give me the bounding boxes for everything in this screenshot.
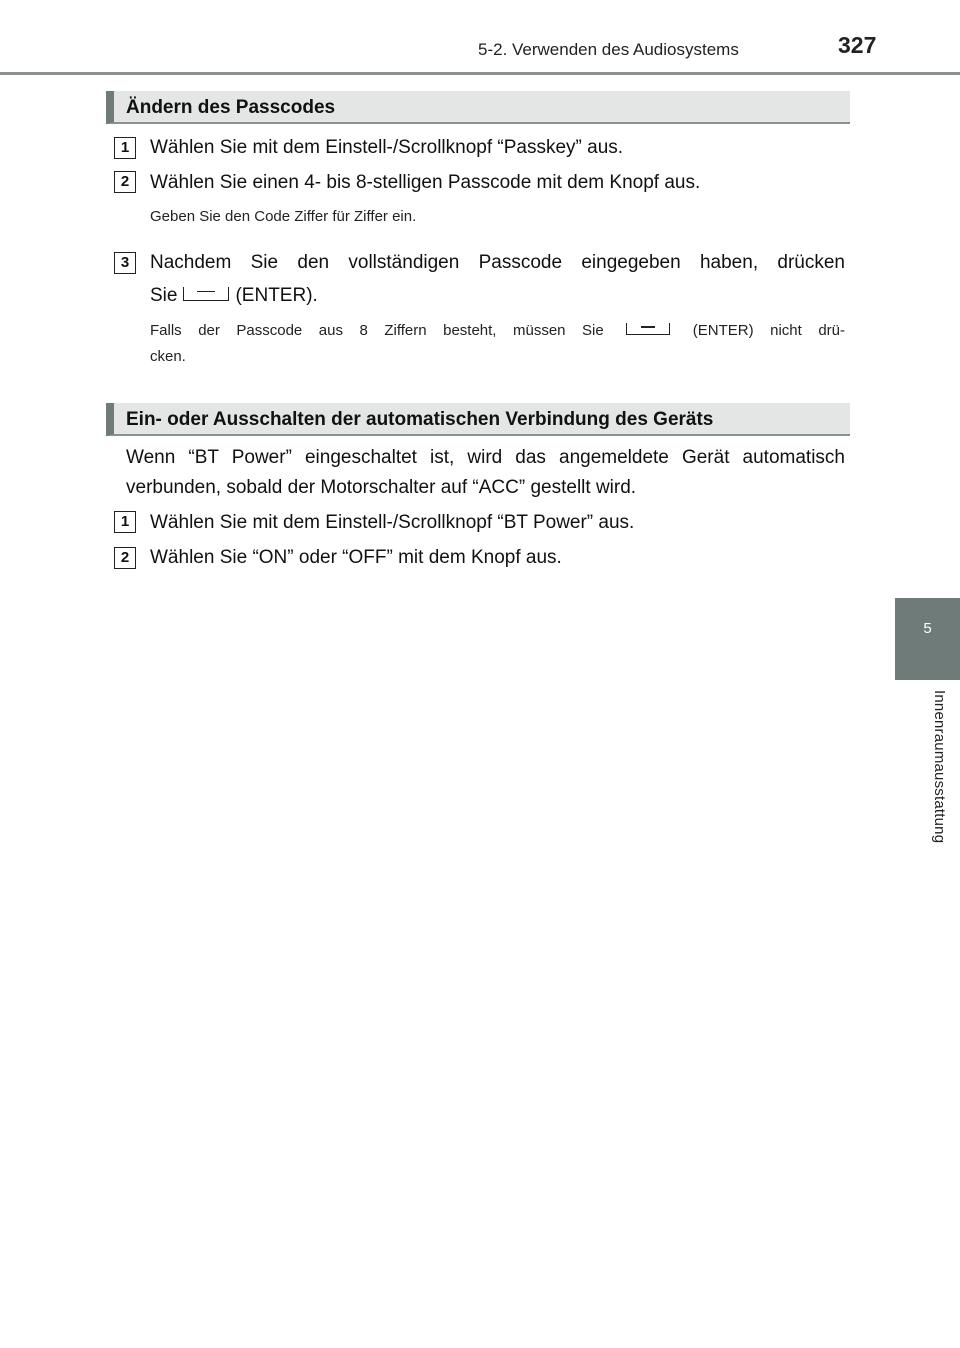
section-heading-auto-connect: Ein- oder Ausschalten der automatischen Verbindung des Geräts — [106, 403, 850, 436]
step-text: Wählen Sie “ON” oder “OFF” mit dem Knopf aus. — [150, 547, 562, 568]
intro-paragraph: Wenn “BT Power” eingeschaltet ist, wird das angemeldete Gerät automatisch — [126, 447, 845, 468]
step-number: 1 — [114, 511, 136, 533]
step-text: Wählen Sie mit dem Einstell-/Scrollknopf “BT Power” aus. — [150, 512, 635, 533]
step-number: 3 — [114, 252, 136, 274]
step-text-continued — [150, 279, 845, 313]
note-before-icon: Falls der Passcode aus 8 Ziffern besteht, müssen Sie — [150, 322, 604, 339]
step-text: Nachdem Sie den vollständigen Passcode eingegeben haben, drücken — [150, 252, 845, 273]
step-text-before-icon: Sie — [150, 285, 178, 306]
chapter-tab — [895, 598, 960, 680]
step-note — [150, 317, 845, 344]
step-number: 2 — [114, 171, 136, 193]
enter-button-icon — [626, 323, 670, 335]
step-text: Wählen Sie mit dem Einstell-/Scrollknopf “Passkey” aus. — [150, 137, 624, 158]
step-text-after-icon: (ENTER). — [235, 285, 318, 306]
step-number: 2 — [114, 547, 136, 569]
note-after-icon: (ENTER) nicht drü- — [692, 322, 846, 339]
chapter-label: Innenraumausstattung — [931, 690, 948, 844]
section-heading-passcode: Ändern des Passcodes — [106, 91, 850, 124]
step-text: Wählen Sie einen 4- bis 8-stelligen Passcode mit dem Knopf aus. — [150, 172, 701, 193]
enter-button-icon — [183, 287, 229, 301]
intro-paragraph-continued: verbunden, sobald der Motorschalter auf “ACC” gestellt wird. — [126, 477, 637, 498]
header-rule — [0, 72, 960, 75]
header-section-title: 5-2. Verwenden des Audiosystems — [478, 40, 739, 59]
chapter-number: 5 — [923, 620, 932, 637]
step-number: 1 — [114, 137, 136, 159]
page-number: 327 — [838, 32, 877, 58]
step-note: Geben Sie den Code Ziffer für Ziffer ein. — [150, 208, 417, 225]
step-note-continued: cken. — [150, 348, 186, 365]
